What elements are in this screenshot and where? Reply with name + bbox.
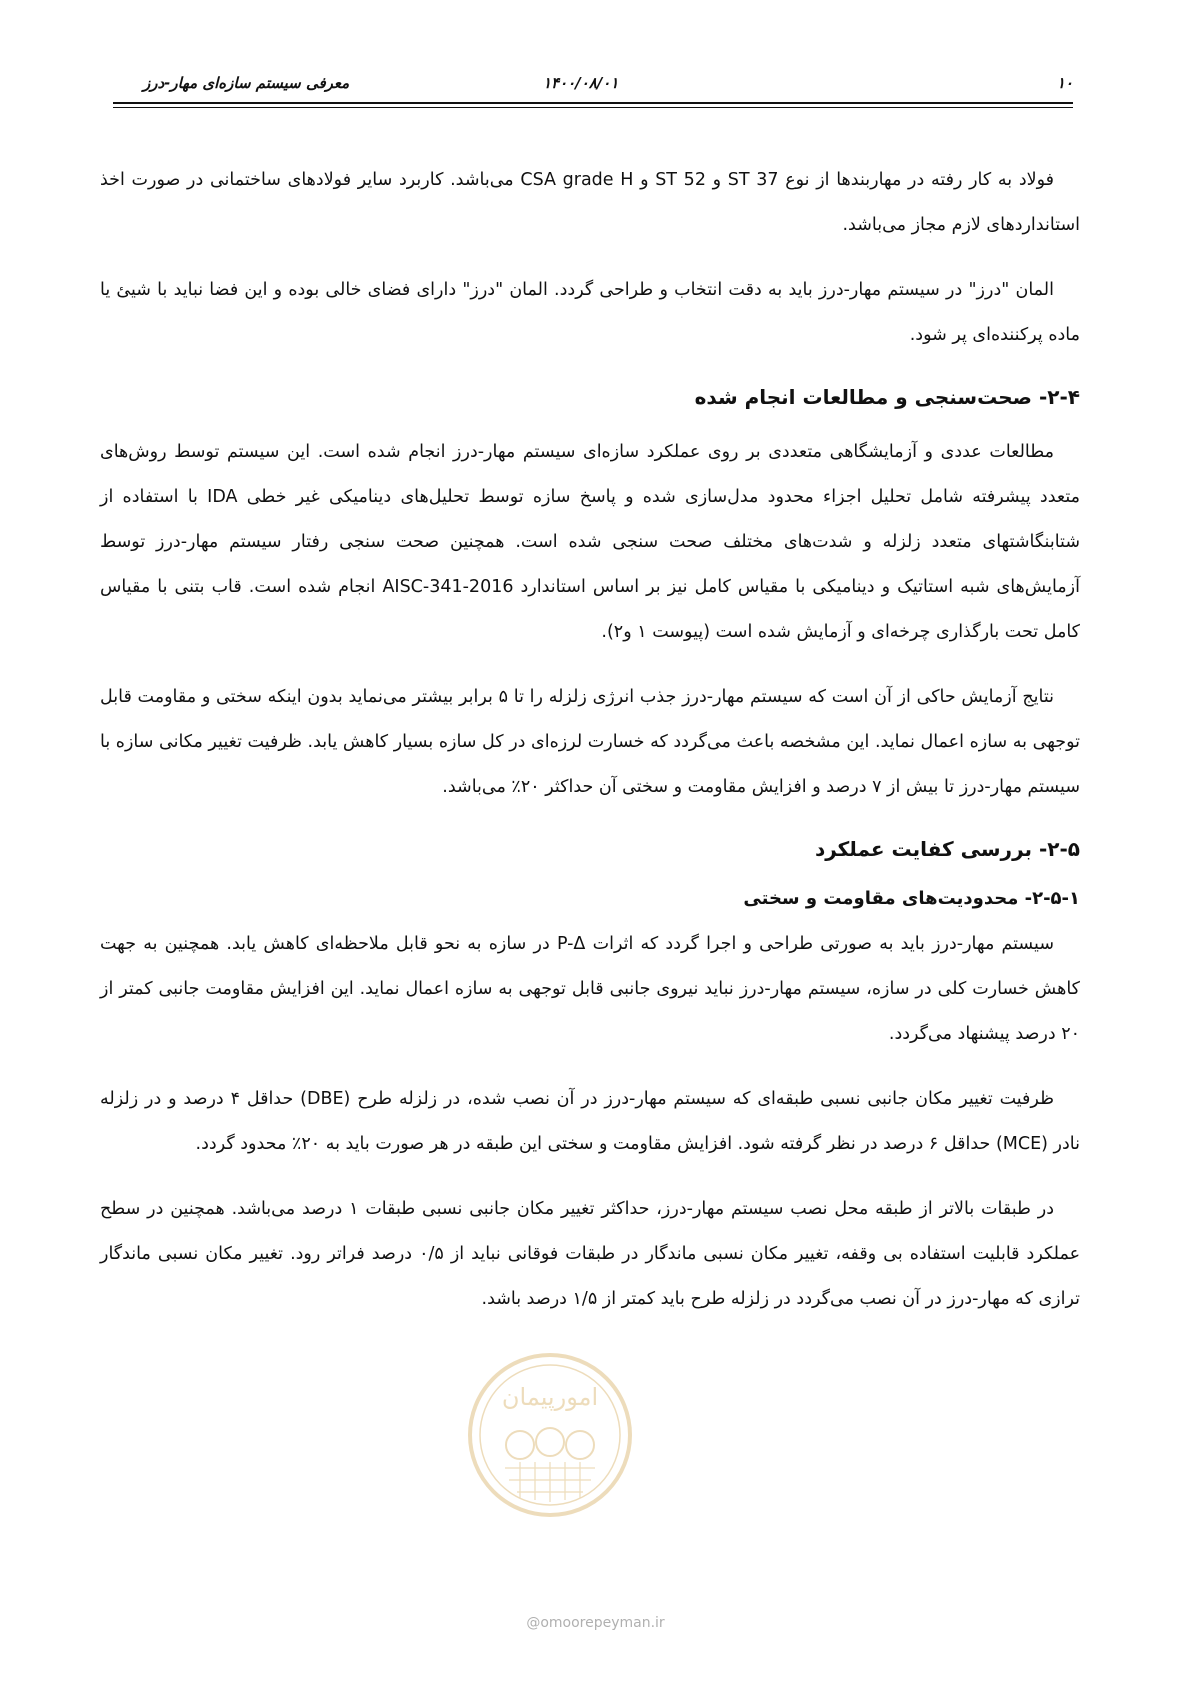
paragraph-residual-drift: در طبقات بالاتر از طبقه محل نصب سیستم مهار-درز، حداکثر تغییر مکان جانبی نسبی طبقات ۱ درصد می‌باشد. همچنین در سطح عملکرد قابلیت استفاده بی وقفه، تغییر مکان نسبی ماندگار در طبقات فوقانی نباید از ۰/۵ درصد فراتر رود. تغییر مکان نسبی ماندگار ترازی که مهار-درز در آن نصب می‌گردد در زلزله طرح باید کمتر از ۱/۵ درصد باشد.: [100, 1199, 1081, 1309]
paragraph-studies: مطالعات عددی و آزمایشگاهی متعددی بر روی عملکرد سازه‌ای سیستم مهار-درز انجام شده است. این سیستم توسط روش‌های متعدد پیشرفته شامل تحلیل اجزاء محدود مدل‌سازی شده و پاسخ سازه توسط تحلیل‌های دینامیکی غیر خطی IDA با استفاده از شتابنگاشتهای متعدد زلزله و شدت‌های مختلف صحت سنجی شده است. همچنین صحت سنجی رفتار سیستم مهار-درز توسط آزمایش‌های شبه استاتیک و دینامیکی با مقیاس کامل نیز بر اساس استاندارد AISC-341-2016 انجام شده است. قاب بتنی با مقیاس کامل تحت بارگذاری چرخه‌ای و آزمایش شده است (پیوست ۱ و۲).: [100, 442, 1080, 642]
seal-text: امورپیمان: [501, 1383, 599, 1411]
document-body: [100, 158, 1080, 1342]
header-rule-thin: [113, 107, 1073, 108]
paragraph-test-results: نتایج آزمایش حاکی از آن است که سیستم مهار-درز جذب انرژی زلزله را تا ۵ برابر بیشتر می‌نماید بدون اینکه سختی و مقاومت قابل توجهی به سازه اعمال نماید. این مشخصه باعث می‌گردد که خسارت لرزه‌ای در کل سازه بسیار کاهش یابد. ظرفیت تغییر مکانی سازه با سیستم مهار-درز تا بیش از ۷ درصد و افزایش مقاومت و سختی آن حداکثر ۲۰٪ می‌باشد.: [100, 687, 1080, 797]
paragraph-gap-element: المان "درز" در سیستم مهار-درز باید به دقت انتخاب و طراحی گردد. المان "درز" دارای فضای خالی بوده و این فضا نباید با شیئ یا ماده پرکننده‌ای پر شود.: [100, 280, 1080, 345]
seal-logo-icon: [465, 1350, 635, 1520]
header-title: معرفی سیستم سازه‌ای مهار-درز: [143, 74, 350, 92]
heading-performance: ۲-۵- بررسی کفایت عملکرد: [814, 837, 1080, 861]
header-date: ۱۴۰۰/۰۸/۰۱: [543, 74, 619, 92]
paragraph-steel-types: فولاد به کار رفته در مهاربندها از نوع ST 37 و ST 52 و CSA grade H می‌باشد. کاربرد سایر فولادهای ساختمانی در صورت اخذ استانداردهای لازم مجاز می‌باشد.: [100, 170, 1080, 235]
watermark-text: @omoorepeyman.ir: [526, 1615, 665, 1631]
heading-strength-limits: ۲-۵-۱- محدودیت‌های مقاومت و سختی: [743, 888, 1080, 909]
header-rule-thick: [113, 102, 1073, 104]
paragraph-p-delta: سیستم مهار-درز باید به صورتی طراحی و اجرا گردد که اثرات P-Δ در سازه به نحو قابل ملاحظه‌ای کاهش یابد. همچنین به جهت کاهش خسارت کلی در سازه، سیستم مهار-درز نباید نیروی جانبی قابل توجهی به سازه اعمال نماید. این افزایش مقاومت جانبی کمتر از ۲۰ درصد پیشنهاد می‌گردد.: [100, 934, 1080, 1044]
paragraph-drift-capacity: ظرفیت تغییر مکان جانبی نسبی طبقه‌ای که سیستم مهار-درز در آن نصب شده، در زلزله طرح (DBE) حداقل ۴ درصد و در زلزله نادر (MCE) حداقل ۶ درصد در نظر گرفته شود. افزایش مقاومت و سختی این طبقه در هر صورت باید به ۲۰٪ محدود گردد.: [100, 1089, 1080, 1154]
page-number: ۱۰: [1056, 74, 1073, 92]
page-header: [113, 70, 1073, 108]
heading-validation: ۲-۴- صحت‌سنجی و مطالعات انجام شده: [694, 385, 1080, 409]
